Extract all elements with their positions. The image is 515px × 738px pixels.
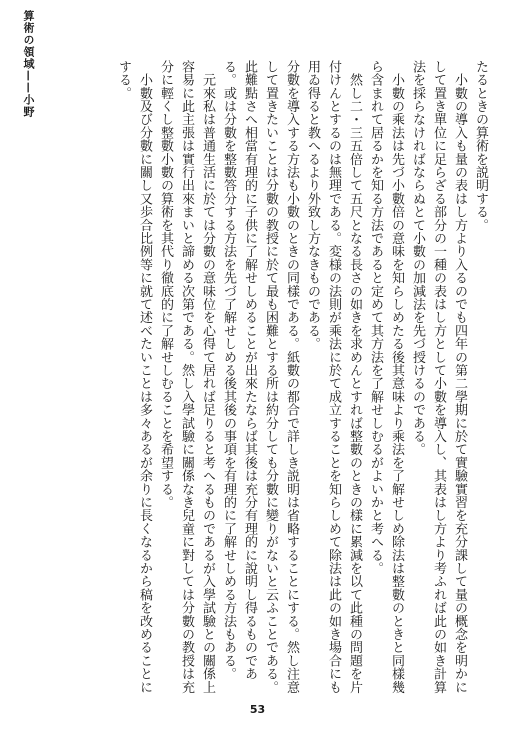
paragraph: 小數の導入も量の表はし方より入るのでも四年の第二學期に於て實驗實習を充分課して量の概念を明かにして置き單位に足らざる部分の一種の表はし方として小數を導入し、其表はし方より考ふれば此の如き計算法を採らなければならぬとて小數の加減法を先づ授けるのである。 <box>410 60 467 694</box>
main-text <box>46 60 491 700</box>
page-number: 53 <box>249 703 266 716</box>
running-header: 算術の領域——小野 <box>22 10 35 118</box>
paragraph: 分數を導入する方法も小數のときの同樣である。紙數の都合で詳しき説明は省略することにする。然し注意して置きたいことは分數の教授に於て最も困難とする所は約分しても分數に變りがないと云ふことである。此難點さへ相當有理的に子供に了解せしめることが出來たならば其後は充分有理的に說明し得るものである。或は分數を整數答分する方法を先づ了解せしめる後其後の事項を有理的に了解せしめる方法もある。 <box>221 60 299 694</box>
paragraph: 然し二・三五倍して五尺となる長さの如きを求めんとすれば整數のときの樣に累減を以て此種の問題を片付けんとするのは無理である。変様の法則が乘法に於て成立することを知らしめて除法は此の如き場合にも用ゐ得ると教へるより外致し方なきものである。 <box>305 60 362 694</box>
paragraph: 元來私は普通生活に於ては分數の意味位を心得て居れば足りると考へるものであるが入學試驗との關係上容易に此主張は實行出來まいと諦める次第である。然し入學試驗に關係なき兒童に對しては分數の教授は充分に輕くし整數小數の算術を其代り徹底的に了解せしむることを希望する。 <box>158 60 215 694</box>
paragraph: たるときの算術を説明する。 <box>473 60 488 232</box>
paragraph: 小數及び分數に關し又歩合比例等に就て述べたいことは多々あるが余りに長くなるから稿を改めることにする。 <box>116 60 152 694</box>
paragraph: 小數の乘法は先づ小數倍の意味を知らしめたる後其意味より乘法を了解せしめ除法は整數のときと同樣幾ら含まれて居るかを知る方法であると定めて其方法を了解せしむるがよいかと考へる。 <box>368 60 404 694</box>
